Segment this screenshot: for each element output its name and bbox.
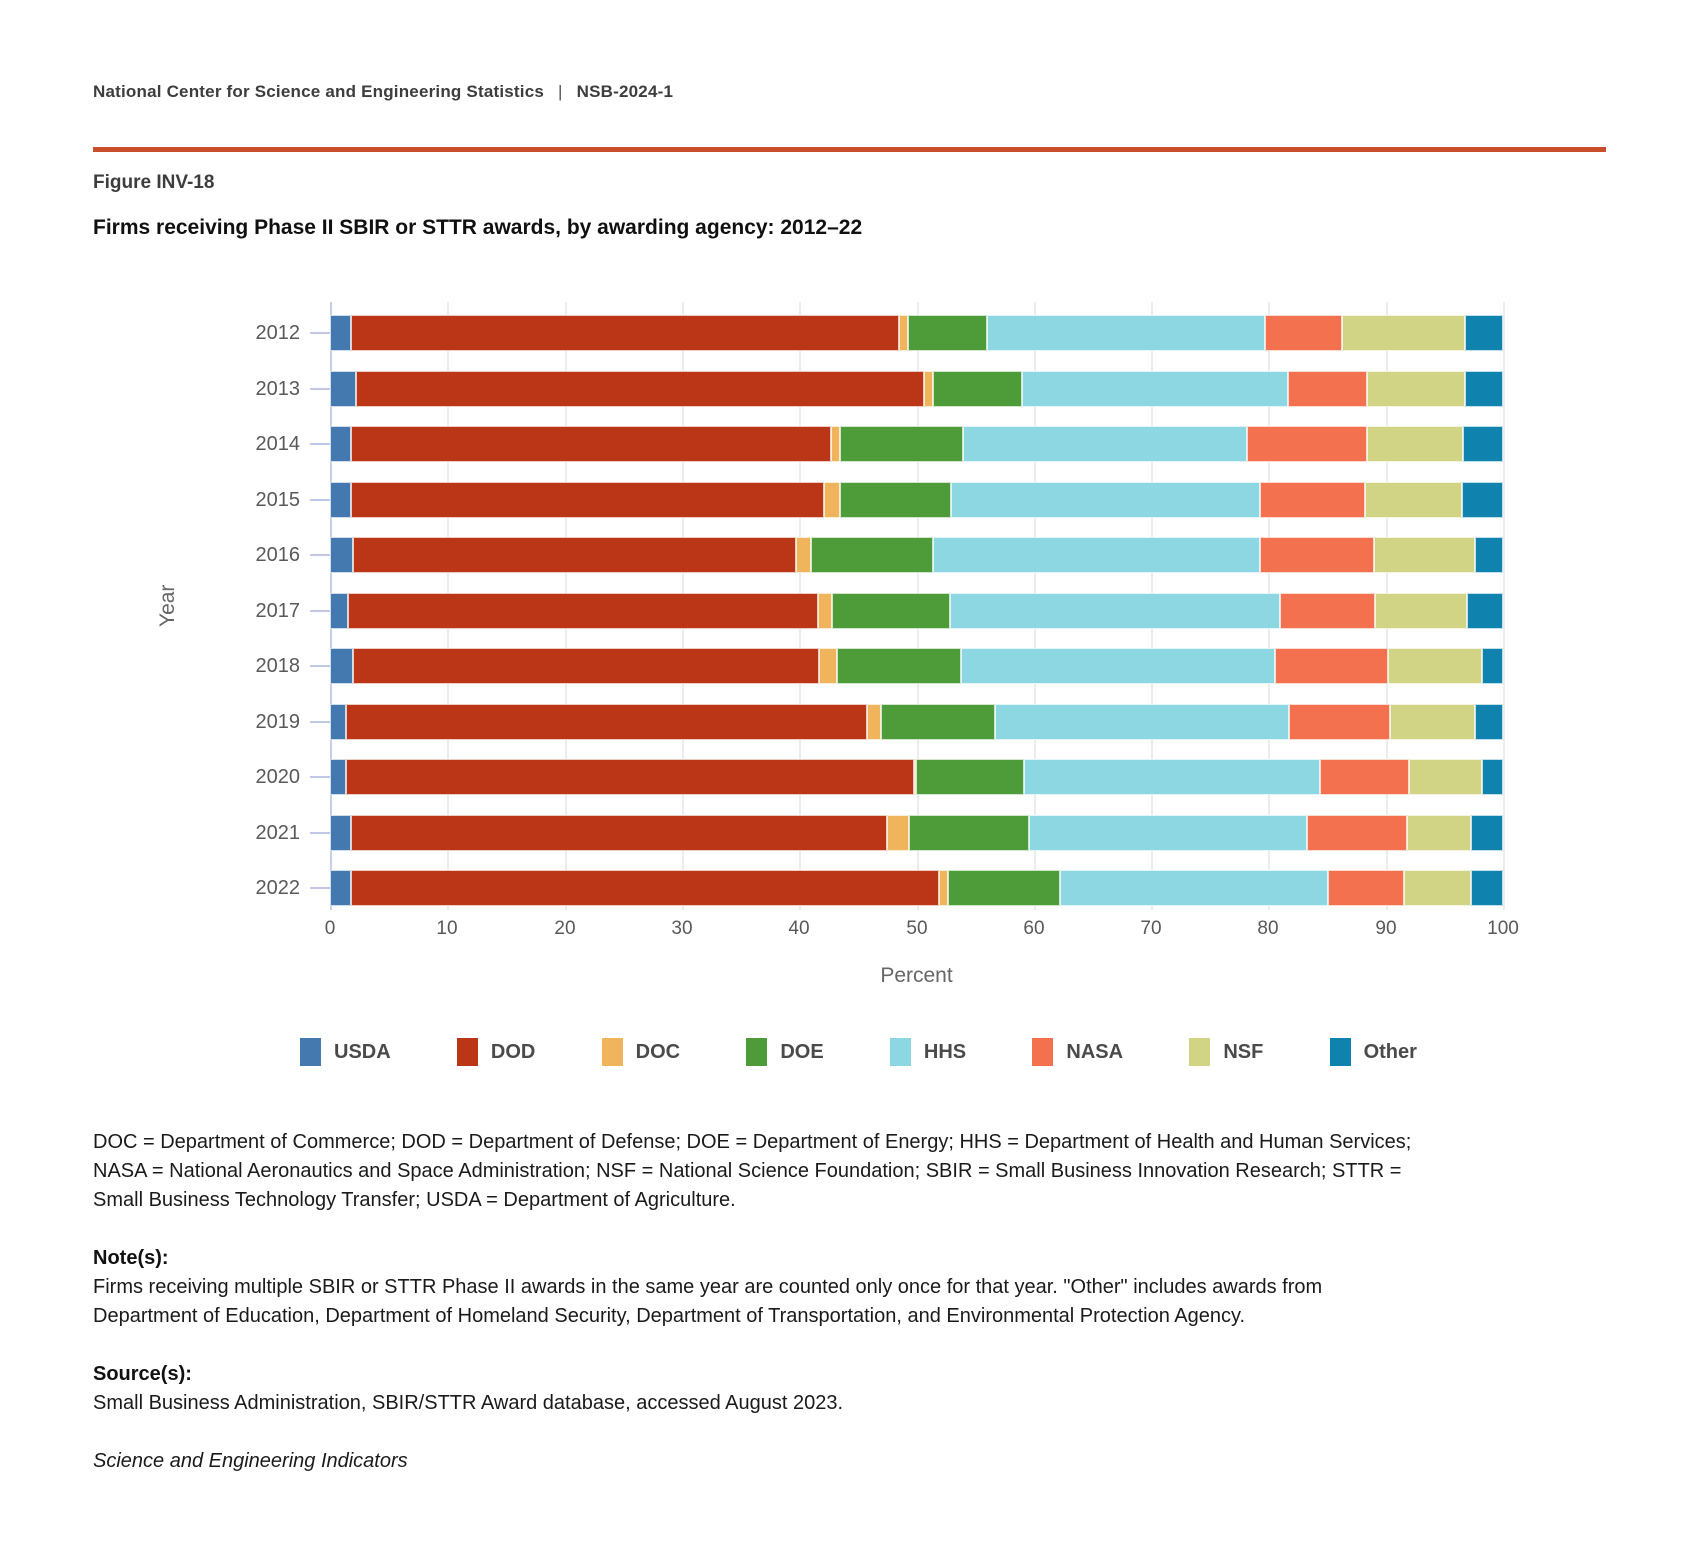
bar-segment-hhs[interactable] <box>951 482 1261 518</box>
bar-segment-nsf[interactable] <box>1390 704 1474 740</box>
bar-segment-doc[interactable] <box>924 371 933 407</box>
bar-segment-hhs[interactable] <box>963 426 1247 462</box>
bar-segment-other[interactable] <box>1482 759 1503 795</box>
bar-row-2014 <box>330 426 1503 462</box>
divider-rule <box>93 147 1606 152</box>
bar-segment-usda[interactable] <box>330 759 346 795</box>
bar-segment-usda[interactable] <box>330 593 348 629</box>
bar-segment-nasa[interactable] <box>1275 648 1388 684</box>
y-tick-label: 2021 <box>255 822 300 844</box>
legend-label: HHS <box>923 1040 967 1063</box>
legend-label: DOE <box>780 1040 824 1063</box>
bar-segment-nasa[interactable] <box>1307 815 1407 851</box>
bar-segment-doe[interactable] <box>881 704 995 740</box>
x-tick-label: 60 <box>1023 918 1045 939</box>
notes-line: Firms receiving multiple SBIR or STTR Phase II awards in the same year are counted only once for that year. "Other" includes awards from <box>93 1276 1323 1298</box>
bar-segment-doe[interactable] <box>933 371 1022 407</box>
legend-item-nasa[interactable] <box>1032 1038 1123 1066</box>
bar-segment-doc[interactable] <box>939 870 948 906</box>
x-tick-label: 40 <box>788 918 810 939</box>
y-tick-label: 2022 <box>255 877 300 899</box>
bar-segment-usda[interactable] <box>330 482 351 518</box>
bar-segment-usda[interactable] <box>330 648 353 684</box>
y-tick-mark <box>310 610 330 612</box>
bar-segment-other[interactable] <box>1471 870 1503 906</box>
legend-label: DOD <box>490 1040 536 1063</box>
bar-segment-doe[interactable] <box>840 426 963 462</box>
x-tick-label: 80 <box>1257 918 1279 939</box>
x-tick-label: 10 <box>436 918 458 939</box>
bar-segment-usda[interactable] <box>330 704 346 740</box>
bar-segment-other[interactable] <box>1463 426 1503 462</box>
legend-swatch-icon <box>457 1038 478 1066</box>
legend-item-doc[interactable] <box>602 1038 680 1066</box>
bar-segment-usda[interactable] <box>330 426 351 462</box>
x-tick-label: 90 <box>1375 918 1397 939</box>
figure-title: Firms receiving Phase II SBIR or STTR awards, by awarding agency: 2012–22 <box>93 216 863 239</box>
bar-segment-hhs[interactable] <box>1022 371 1288 407</box>
source-block <box>93 1360 1623 1418</box>
bar-segment-other[interactable] <box>1465 371 1503 407</box>
legend-swatch-icon <box>1189 1038 1210 1066</box>
bar-row-2016 <box>330 537 1503 573</box>
abbreviation-line: DOC = Department of Commerce; DOD = Department of Defense; DOE = Department of Energy; HHS = Department of Health and Human Services; <box>93 1131 1412 1153</box>
x-tick-label: 100 <box>1487 918 1519 939</box>
legend-item-other[interactable] <box>1330 1038 1417 1066</box>
bar-segment-dod[interactable] <box>353 648 819 684</box>
legend-item-nsf[interactable] <box>1189 1038 1263 1066</box>
bar-segment-nsf[interactable] <box>1409 759 1482 795</box>
bar-segment-dod[interactable] <box>351 815 887 851</box>
y-tick-mark <box>310 721 330 723</box>
bar-segment-nasa[interactable] <box>1288 371 1367 407</box>
x-tick-label: 20 <box>554 918 576 939</box>
bar-segment-nasa[interactable] <box>1289 704 1390 740</box>
bar-segment-doe[interactable] <box>811 537 933 573</box>
legend-swatch-icon <box>890 1038 911 1066</box>
bar-segment-nsf[interactable] <box>1374 537 1475 573</box>
legend-item-hhs[interactable] <box>890 1038 966 1066</box>
y-tick-label: 2014 <box>255 433 300 455</box>
bar-segment-usda[interactable] <box>330 815 351 851</box>
bar-segment-doc[interactable] <box>824 482 840 518</box>
bar-segment-doc[interactable] <box>867 704 881 740</box>
report-header <box>93 82 673 102</box>
source-text: Small Business Administration, SBIR/STTR Award database, accessed August 2023. <box>93 1392 844 1414</box>
bar-segment-dod[interactable] <box>353 537 795 573</box>
bar-row-2012 <box>330 315 1503 351</box>
bar-segment-hhs[interactable] <box>1029 815 1307 851</box>
bar-segment-nasa[interactable] <box>1247 426 1367 462</box>
abbreviation-note <box>93 1128 1623 1215</box>
bar-segment-doe[interactable] <box>916 759 1024 795</box>
bar-segment-hhs[interactable] <box>1060 870 1329 906</box>
bar-segment-nsf[interactable] <box>1404 870 1471 906</box>
bar-segment-nsf[interactable] <box>1365 482 1462 518</box>
bar-segment-nasa[interactable] <box>1280 593 1375 629</box>
bar-segment-nasa[interactable] <box>1320 759 1409 795</box>
bar-segment-usda[interactable] <box>330 870 351 906</box>
gridline <box>1503 302 1505 910</box>
bar-segment-other[interactable] <box>1462 482 1503 518</box>
bar-segment-doe[interactable] <box>908 315 987 351</box>
report-id: NSB-2024-1 <box>576 82 674 101</box>
bar-segment-dod[interactable] <box>351 426 831 462</box>
legend <box>300 1036 1417 1068</box>
bar-segment-other[interactable] <box>1475 704 1503 740</box>
bar-row-2018 <box>330 648 1503 684</box>
x-tick-label: 70 <box>1140 918 1162 939</box>
y-tick-mark <box>310 499 330 501</box>
header-separator: | <box>558 82 563 101</box>
y-tick-mark <box>310 554 330 556</box>
y-tick-mark <box>310 832 330 834</box>
bar-segment-dod[interactable] <box>351 870 939 906</box>
x-tick-label: 50 <box>906 918 928 939</box>
bar-segment-hhs[interactable] <box>933 537 1260 573</box>
bar-row-2017 <box>330 593 1503 629</box>
bar-segment-doe[interactable] <box>832 593 950 629</box>
bar-segment-nsf[interactable] <box>1342 315 1465 351</box>
y-tick-label: 2013 <box>255 378 300 400</box>
bar-segment-nsf[interactable] <box>1375 593 1466 629</box>
notes-line: Department of Education, Department of Homeland Security, Department of Transportation, and Environmental Protection Agency. <box>93 1305 1246 1327</box>
x-tick-label: 30 <box>671 918 693 939</box>
bar-segment-dod[interactable] <box>351 482 824 518</box>
legend-swatch-icon <box>1032 1038 1053 1066</box>
y-tick-label: 2017 <box>255 600 300 622</box>
bar-segment-doe[interactable] <box>837 648 961 684</box>
notes-block <box>93 1244 1623 1331</box>
bar-segment-doe[interactable] <box>840 482 950 518</box>
bar-segment-dod[interactable] <box>351 315 899 351</box>
notes-label: Note(s): <box>93 1247 169 1269</box>
bar-segment-nsf[interactable] <box>1367 426 1463 462</box>
bar-segment-doc[interactable] <box>818 593 832 629</box>
plot-area <box>330 302 1503 910</box>
bar-segment-other[interactable] <box>1475 537 1503 573</box>
source-label: Source(s): <box>93 1363 192 1385</box>
bar-row-2022 <box>330 870 1503 906</box>
x-axis-ticks <box>324 918 1519 944</box>
bar-segment-nsf[interactable] <box>1367 371 1466 407</box>
bar-row-2013 <box>330 371 1503 407</box>
bar-row-2021 <box>330 815 1503 851</box>
y-tick-label: 2019 <box>255 711 300 733</box>
bar-segment-dod[interactable] <box>356 371 924 407</box>
abbreviation-line: Small Business Technology Transfer; USDA = Department of Agriculture. <box>93 1189 736 1211</box>
legend-item-usda[interactable] <box>300 1038 391 1066</box>
bar-segment-other[interactable] <box>1482 648 1503 684</box>
footnotes <box>93 1128 1623 1476</box>
bar-segment-hhs[interactable] <box>987 315 1265 351</box>
bar-segment-doc[interactable] <box>796 537 811 573</box>
y-tick-label: 2016 <box>255 544 300 566</box>
y-tick-label: 2018 <box>255 655 300 677</box>
figure-label: Figure INV-18 <box>93 172 215 193</box>
y-axis-ticks <box>150 302 330 910</box>
bar-segment-usda[interactable] <box>330 315 351 351</box>
bar-segment-doc[interactable] <box>887 815 909 851</box>
bar-segment-dod[interactable] <box>346 704 867 740</box>
bar-segment-nasa[interactable] <box>1260 482 1364 518</box>
org-name: National Center for Science and Engineering Statistics <box>93 82 545 101</box>
legend-swatch-icon <box>1330 1038 1351 1066</box>
y-tick-mark <box>310 388 330 390</box>
x-axis-title: Percent <box>880 964 953 987</box>
legend-item-doe[interactable] <box>746 1038 823 1066</box>
bar-segment-nasa[interactable] <box>1328 870 1404 906</box>
bar-segment-nsf[interactable] <box>1388 648 1482 684</box>
y-tick-mark <box>310 665 330 667</box>
x-tick-label: 0 <box>324 918 336 939</box>
bar-segment-usda[interactable] <box>330 537 353 573</box>
bar-segment-dod[interactable] <box>346 759 914 795</box>
bar-segment-dod[interactable] <box>348 593 818 629</box>
bar-row-2015 <box>330 482 1503 518</box>
legend-item-dod[interactable] <box>457 1038 535 1066</box>
bar-segment-doc[interactable] <box>819 648 837 684</box>
bar-segment-doe[interactable] <box>909 815 1029 851</box>
y-tick-mark <box>310 443 330 445</box>
y-tick-label: 2015 <box>255 489 300 511</box>
bar-segment-nasa[interactable] <box>1260 537 1374 573</box>
bar-segment-usda[interactable] <box>330 371 356 407</box>
legend-swatch-icon <box>300 1038 321 1066</box>
bar-segment-hhs[interactable] <box>1024 759 1320 795</box>
publication-name: Science and Engineering Indicators <box>93 1450 408 1472</box>
bar-segment-other[interactable] <box>1465 315 1503 351</box>
legend-label: USDA <box>334 1040 391 1063</box>
legend-label: Other <box>1363 1040 1417 1063</box>
y-tick-mark <box>310 776 330 778</box>
bar-row-2020 <box>330 759 1503 795</box>
bar-segment-nsf[interactable] <box>1407 815 1472 851</box>
bar-segment-hhs[interactable] <box>961 648 1275 684</box>
y-tick-mark <box>310 887 330 889</box>
y-tick-label: 2012 <box>255 322 300 344</box>
bar-segment-hhs[interactable] <box>995 704 1289 740</box>
y-axis-title: Year <box>156 584 179 628</box>
legend-label: NSF <box>1223 1040 1264 1063</box>
y-tick-mark <box>310 332 330 334</box>
bar-segment-other[interactable] <box>1471 815 1503 851</box>
bar-segment-hhs[interactable] <box>950 593 1280 629</box>
legend-label: NASA <box>1066 1040 1124 1063</box>
abbreviation-line: NASA = National Aeronautics and Space Administration; NSF = National Science Foundation; SBIR = Small Business Innovation Research; STTR = <box>93 1160 1402 1182</box>
legend-label: DOC <box>635 1040 681 1063</box>
bar-segment-other[interactable] <box>1467 593 1503 629</box>
bar-segment-doc[interactable] <box>831 426 840 462</box>
legend-swatch-icon <box>602 1038 623 1066</box>
bar-row-2019 <box>330 704 1503 740</box>
bar-segment-doe[interactable] <box>948 870 1059 906</box>
bar-segment-nasa[interactable] <box>1265 315 1342 351</box>
y-tick-label: 2020 <box>255 766 300 788</box>
bar-segment-doc[interactable] <box>899 315 908 351</box>
legend-swatch-icon <box>746 1038 767 1066</box>
